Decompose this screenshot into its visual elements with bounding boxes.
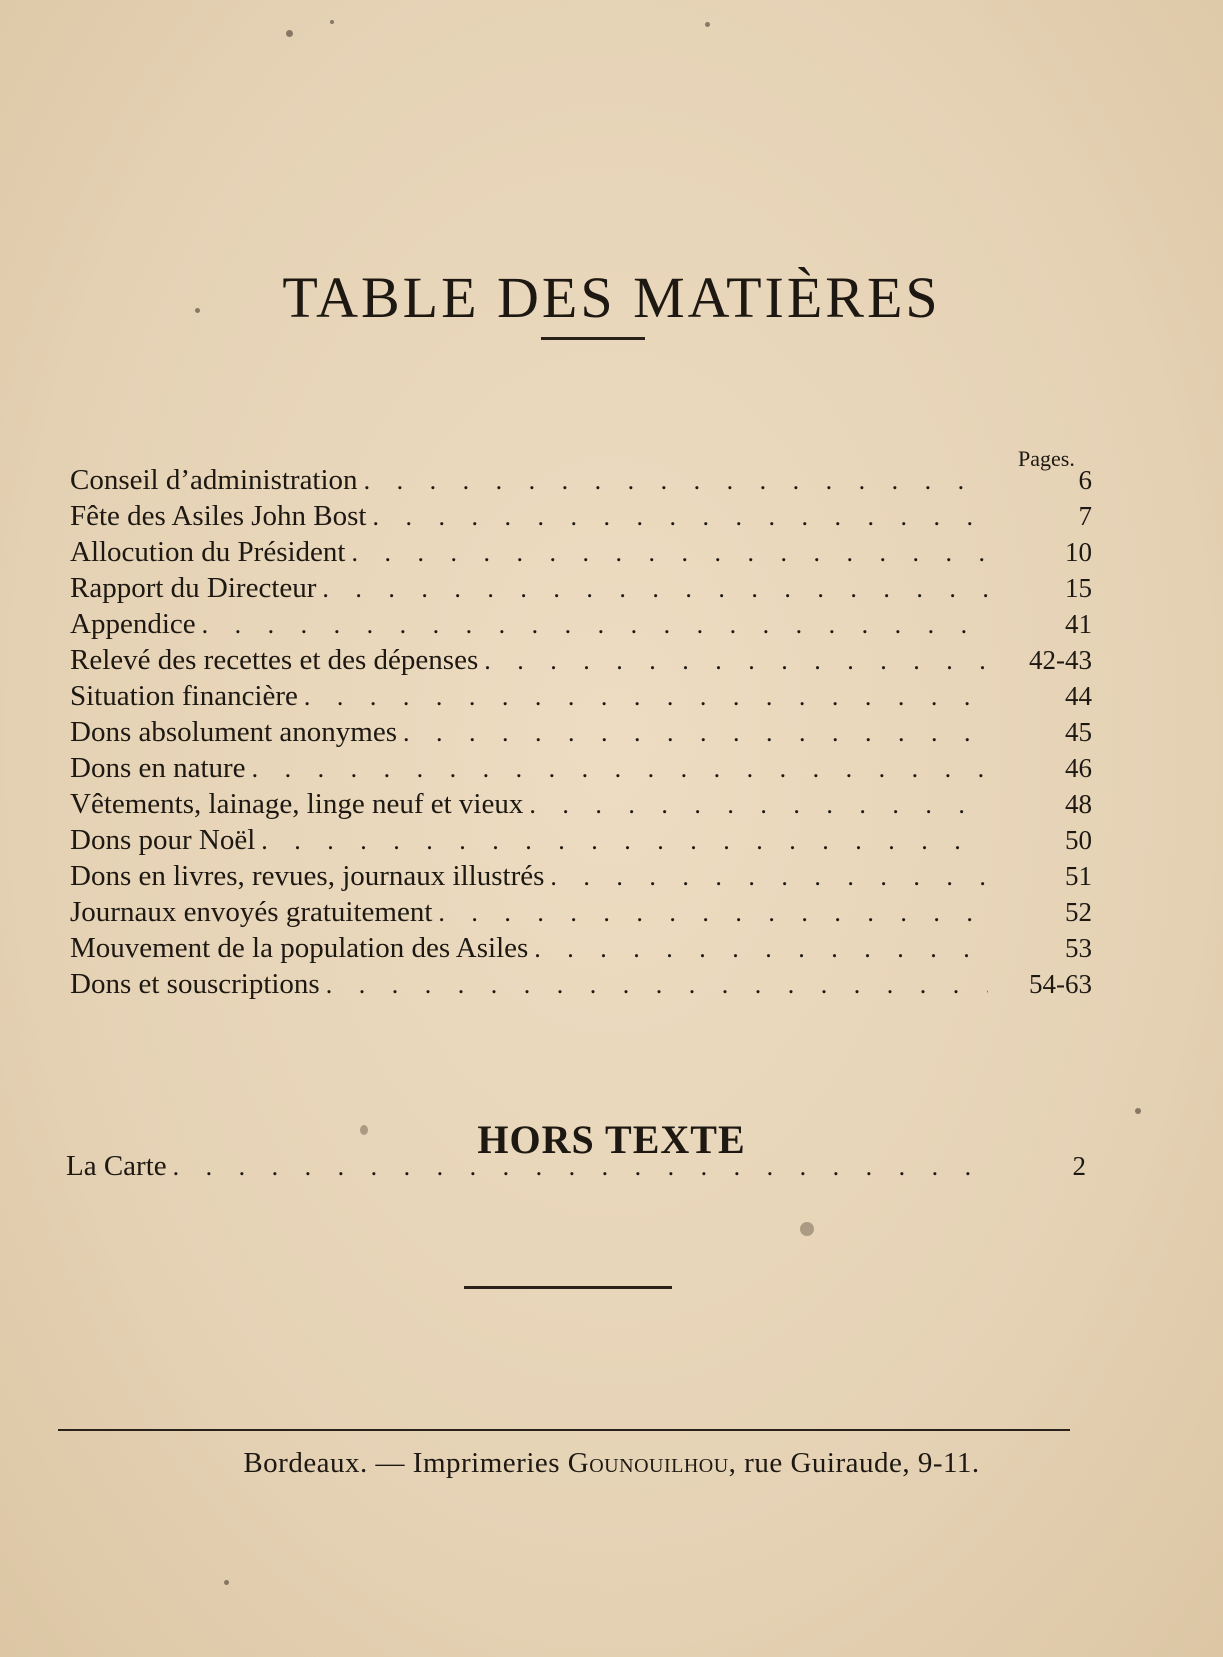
toc-entry (70, 930, 1092, 966)
dot-leader (261, 823, 988, 859)
imprint-printer: Gounouilhou (567, 1447, 729, 1479)
toc-entry (70, 498, 1092, 534)
section-end-rule (464, 1286, 672, 1289)
toc-entry-label: Dons absolument anonymes (70, 716, 398, 748)
toc-entry-label: Allocution du Président (70, 536, 346, 568)
toc-entry-label: La Carte (66, 1150, 167, 1182)
paper-speck (224, 1580, 229, 1585)
footer-rule (58, 1429, 1070, 1431)
dot-leader (364, 463, 988, 499)
dot-leader (403, 715, 988, 751)
toc-entry-label: Vêtements, lainage, linge neuf et vieux (70, 788, 524, 820)
toc-entry-label: Journaux envoyés gratuitement (70, 896, 433, 928)
toc-entry-page: 45 (1065, 717, 1092, 747)
pages-column-label: Pages. (1018, 446, 1075, 471)
hors-texte-list (66, 1148, 1086, 1184)
toc-entry-label: Dons en livres, revues, journaux illustrés (70, 860, 545, 892)
dot-leader (438, 895, 988, 931)
dot-leader (173, 1149, 982, 1185)
dot-leader (252, 751, 988, 787)
page-title: TABLE DES MATIÈRES (282, 264, 941, 330)
toc-entry (70, 678, 1092, 714)
toc-entry (70, 966, 1092, 1002)
toc-entry-page: 6 (1078, 465, 1092, 495)
dot-leader (550, 859, 988, 895)
toc-entry (70, 894, 1092, 930)
dot-leader (326, 967, 988, 1003)
printer-imprint (0, 1447, 1223, 1480)
toc-entry-page: 7 (1078, 501, 1092, 531)
toc-entry-page: 42-43 (1029, 645, 1092, 675)
toc-entry-page: 44 (1065, 681, 1092, 711)
toc-entry (70, 606, 1092, 642)
toc-entry (70, 642, 1092, 678)
paper-speck (286, 30, 293, 37)
table-of-contents (70, 462, 1092, 1002)
toc-entry-label: Fête des Asiles John Bost (70, 500, 367, 532)
toc-entry-label: Dons en nature (70, 752, 246, 784)
toc-entry-page: 48 (1065, 789, 1092, 819)
toc-entry-label: Rapport du Directeur (70, 572, 317, 604)
paper-speck (705, 22, 710, 27)
dot-leader (529, 787, 988, 823)
toc-entry-page: 2 (1072, 1151, 1086, 1181)
toc-entry-page: 54-63 (1029, 969, 1092, 999)
toc-entry (70, 462, 1092, 498)
paper-speck (330, 20, 334, 24)
toc-entry-label: Mouvement de la population des Asiles (70, 932, 529, 964)
toc-entry (66, 1148, 1086, 1184)
toc-entry-page: 10 (1065, 537, 1092, 567)
dot-leader (484, 643, 988, 679)
dot-leader (351, 535, 988, 571)
paper-speck (1135, 1108, 1141, 1114)
toc-entry-label: Dons pour Noël (70, 824, 256, 856)
toc-entry (70, 714, 1092, 750)
title-underline (541, 337, 645, 340)
toc-entry (70, 822, 1092, 858)
toc-entry-page: 15 (1065, 573, 1092, 603)
toc-entry-page: 51 (1065, 861, 1092, 891)
dot-leader (322, 571, 988, 607)
dot-leader (372, 499, 988, 535)
dot-leader (202, 607, 988, 643)
dot-leader (304, 679, 988, 715)
hors-texte-heading: HORS TEXTE (477, 1117, 746, 1163)
imprint-address: , rue Guiraude, 9-11. (728, 1447, 980, 1479)
toc-entry (70, 534, 1092, 570)
toc-entry (70, 750, 1092, 786)
toc-entry-page: 46 (1065, 753, 1092, 783)
toc-entry (70, 786, 1092, 822)
toc-entry-label: Conseil d’administration (70, 464, 358, 496)
imprint-city: Bordeaux. — Imprimeries (243, 1447, 568, 1479)
dot-leader (534, 931, 988, 967)
toc-entry (70, 858, 1092, 894)
toc-entry-page: 53 (1065, 933, 1092, 963)
toc-entry-label: Relevé des recettes et des dépenses (70, 644, 479, 676)
toc-entry-label: Situation financière (70, 680, 298, 712)
paper-speck (800, 1222, 814, 1236)
toc-entry-page: 52 (1065, 897, 1092, 927)
toc-entry-label: Dons et souscriptions (70, 968, 320, 1000)
toc-entry (70, 570, 1092, 606)
toc-entry-page: 41 (1065, 609, 1092, 639)
toc-entry-page: 50 (1065, 825, 1092, 855)
toc-entry-label: Appendice (70, 608, 196, 640)
